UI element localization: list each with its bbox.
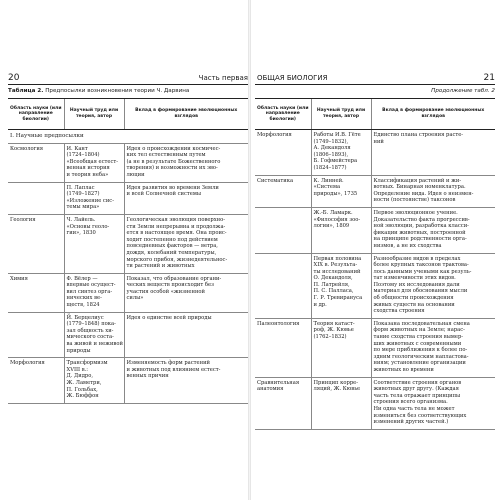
cell-line: венная история [66,165,110,172]
table-row [8,143,248,182]
table-row [255,377,495,429]
cell-line: ществ, 1824 [66,302,100,309]
cell-line: Геологическая эволюция поверхно- [126,216,226,223]
table-row [255,253,495,318]
cell-line: и др. [313,301,327,308]
cell-line: Принцип корре- [313,379,358,386]
cell-line: ты исследований [313,268,361,275]
cell-area: Систематика [255,175,311,207]
cell-contribution [371,318,495,377]
cell-contribution [124,358,248,404]
cell-line: нических ве- [66,295,102,302]
cell-line: повседневных факторов — ветра, [126,243,218,250]
cell-line: (1824–1877) [313,164,347,171]
cell-line: логии», 1809 [313,223,350,230]
header-area: Область науки (или направление биологии) [255,99,311,130]
cell-line: Показана последовательная смена [373,320,470,327]
cell-line: ческих веществ происходит без [126,282,214,289]
cell-area [255,253,311,318]
cell-line: ется в настоящее время. Она проис- [126,230,227,237]
cell-contribution [371,130,495,176]
right-table-body [255,130,495,430]
right-running-title: ОБЩАЯ БИОЛОГИЯ [257,74,328,82]
cell-line: форм животных на Земле; нарас- [373,327,465,334]
cell-line: здним геологическим напластова- [373,353,469,360]
cell-line: природы», 1735 [313,190,358,197]
cell-work [311,318,371,377]
table-row [8,182,248,214]
cell-area: Сравнительная анатомия [255,377,311,429]
cell-contribution [124,214,248,273]
cell-line: Идея развития во времени Земли [126,184,219,191]
cell-contribution [371,253,495,318]
cell-line: (1724–1804) [66,152,100,159]
cell-line: животных друг другу. (Каждая [373,386,459,393]
header-contribution: Вклад в формирование эволюционных взглядов [124,99,248,130]
cell-line: роф, Ж. Кювье [313,327,354,334]
cell-line: XVIII в.: [66,366,89,373]
cell-line: (1806–1893), [313,151,349,158]
cell-line: Ч. Лайель. [66,216,96,223]
cell-line: Работы И.В. Гёте [313,132,361,138]
cell-line: Й. Берцелиус [66,314,104,321]
cell-line: строения всего организма. [373,399,448,406]
cell-line: природы [66,347,91,354]
cell-line: Изменяемость форм растений [126,360,210,367]
cell-area [8,182,64,214]
cell-line: Определение вида. Идея о неизмен- [373,190,474,197]
cell-line: Соответствие строения органов [373,379,462,386]
cell-line: Ж. Ламетри, [66,380,102,386]
cell-area [255,207,311,253]
cell-line: Идея о единстве всей природы [126,314,212,321]
right-page-number: 21 [483,73,495,83]
cell-line: венных причин [126,373,169,380]
cell-line: живых существ на основании [373,301,455,308]
cell-line: тание сходства строения вымер- [373,334,464,341]
left-running-head [8,70,248,85]
table-row [255,130,495,176]
cell-contribution [124,143,248,182]
left-table-body [8,130,248,404]
header-contribution: Вклад в формирование эволюционных взглядов [371,99,495,130]
cell-line: Теория катаст- [313,320,355,327]
cell-line: ниям; установление организации [373,360,466,367]
cell-line: мического соста- [66,334,114,341]
header-area: Область науки (или направление биологии) [8,99,64,130]
cell-area: Химия [8,273,64,312]
cell-work [311,207,371,253]
cell-line: «Всеобщая естест- [66,158,118,165]
cell-line: Поэтому их исследования дали [373,281,460,288]
cell-line: Первая половина [313,255,362,262]
cell-line: XIX в. Результа- [313,262,358,269]
cell-contribution [371,377,495,429]
cell-area: Геология [8,214,64,273]
cell-line: А. Декандоля [313,145,351,152]
cell-line: ти растений и животных [126,263,195,270]
table-row [8,214,248,273]
cell-line: Б. Гофмейстера [313,158,358,165]
cell-area: Палеонтология [255,318,311,377]
cell-line: животных во времени [373,367,434,373]
cell-line: по мере приближения к более по- [373,347,468,354]
cell-line: ких тел естественным путем [126,152,206,159]
cell-line: вотных. Бинарная номенклатура. [373,184,466,191]
cell-line: более крупных таксонов трактова- [373,262,469,269]
cell-line: и животных под влиянием естест- [126,366,221,373]
cell-line: вил синтез орга- [66,288,113,295]
table-row [255,175,495,207]
cell-line: (1779–1848) пока- [66,321,116,328]
cell-line: часть тела отражает принципы [373,392,461,399]
cell-line: участия особой «жизненной [126,288,205,295]
cell-line: П. Лаплас [66,184,95,191]
cell-line: Ни одна часть тела не может [373,405,455,412]
cell-work [311,175,371,207]
cell-line: люции [126,171,145,178]
header-work: Научный труд или теория, автор [64,99,124,130]
cell-line: Показал, что образование органи- [126,275,222,282]
cell-line: творения) и возможности их эво- [126,165,218,172]
cell-line: П. С. Палласа, [313,288,354,295]
cell-contribution [124,182,248,214]
cell-line: П. Гольбах, [66,386,98,393]
cell-line: Разнообразие видов в пределах [373,255,461,262]
right-page [255,0,495,500]
section-heading: I. Научные предпосылки [8,130,248,144]
cell-line: Ф. Вёлер — [66,275,98,282]
cell-line: ний [373,138,384,145]
cell-line: (1762–1832) [313,334,347,341]
table-row [8,312,248,358]
header-work: Научный труд или теория, автор [311,99,371,130]
cell-contribution [124,273,248,312]
cell-line: (а не в результате Божественного [126,158,221,165]
cell-line: Трансформизм [66,360,108,367]
table-caption-text: Предпосылки возникновения теории Ч. Дарвина [45,88,190,94]
cell-area: Морфология [8,358,64,404]
left-table-caption [8,88,189,94]
cell-line: на принципе родственности орга- [373,236,467,243]
cell-line: ности (постоянстве) таксонов [373,197,456,204]
table-caption-label: Таблица 2. [8,88,44,94]
table-row [8,358,248,404]
cell-line: ной эволюции, разработка класси- [373,223,469,230]
cell-line: Классификация растений и жи- [373,177,462,184]
cell-work [311,253,371,318]
cell-line: и теория неба» [66,171,109,178]
table-row [8,273,248,312]
cell-line: О. Декандоля, [313,275,353,282]
cell-line: «Система [313,184,341,191]
book-spine [248,0,251,500]
cell-work [311,377,371,429]
cell-work [64,214,124,273]
cell-line: Ж. Бюффон [66,393,99,400]
table-row [255,318,495,377]
cell-work [64,182,124,214]
cell-work [64,273,124,312]
cell-line: и всей Солнечной системы [126,191,202,198]
cell-area: Морфология [255,130,311,176]
cell-contribution [371,207,495,253]
cell-line: изменений других частей.) [373,419,449,426]
cell-line: лось данными учеными как резуль- [373,268,472,275]
cell-line: ших животных с современными [373,340,462,347]
cell-line: К. Линней. [313,177,344,184]
cell-line: «Основы геоло- [66,223,110,230]
cell-line: И. Кант [66,145,88,152]
cell-line: об общности происхождения [373,295,454,302]
cell-line: Доказательство факта прогрессив- [373,216,470,223]
cell-line: тат изменчивости этих видов. [373,275,456,282]
left-page [8,0,248,500]
cell-line: «Философия зоо- [313,216,361,223]
cell-line: ва живой и неживой [66,341,123,348]
cell-contribution [371,175,495,207]
cell-line: измениться без соответствующих [373,412,467,419]
left-running-title: Часть первая [198,74,248,82]
cell-line: Г. Р. Тревирануса [313,295,363,302]
cell-line: (1749–1832), [313,138,349,145]
cell-line: сходства строения [373,308,425,315]
cell-work [64,358,124,404]
cell-line: Единство плана строения расте- [373,132,464,138]
cell-line: Идея о происхождении космичес- [126,145,221,152]
cell-work [64,312,124,358]
right-table-caption: Продолжение табл. 2 [431,88,495,94]
cell-line: дождя, колебаний температуры, [126,249,217,256]
cell-line: Д. Дидро, [66,373,93,380]
cell-area [8,312,64,358]
cell-line: (1749–1827) [66,191,100,198]
cell-line: ходит постепенно под действием [126,236,218,243]
cell-line: Ж.-Б. Ламарк. [313,209,353,216]
cell-line: Первое эволюционное учение. [373,209,458,216]
cell-line: фикации животных, построенной [373,229,466,236]
cell-contribution [124,312,248,358]
cell-line: «Изложение сис- [66,197,114,204]
table-row [255,207,495,253]
cell-line: морского прибоя, жизнедеятельнос- [126,256,228,263]
cell-line: силы» [126,295,144,302]
cell-line: впервые осущест- [66,282,116,289]
left-page-number: 20 [8,73,20,83]
cell-work [64,143,124,182]
cell-line: гии», 1830 [66,230,96,237]
cell-line: низмов, а не их сходства [373,242,442,249]
left-table [8,98,248,404]
right-running-head [255,70,495,85]
cell-line: ляций, Ж. Кювье [313,386,361,393]
cell-work [311,130,371,176]
right-table [255,98,495,430]
cell-line: П. Латрейля, [313,281,350,288]
cell-line: сти Земли непрерывна и продолжа- [126,223,226,230]
cell-line: материал для обоснования мысли [373,288,468,295]
cell-line: темы мира» [66,204,100,211]
cell-area: Космология [8,143,64,182]
cell-line: зал общность хи- [66,327,114,334]
